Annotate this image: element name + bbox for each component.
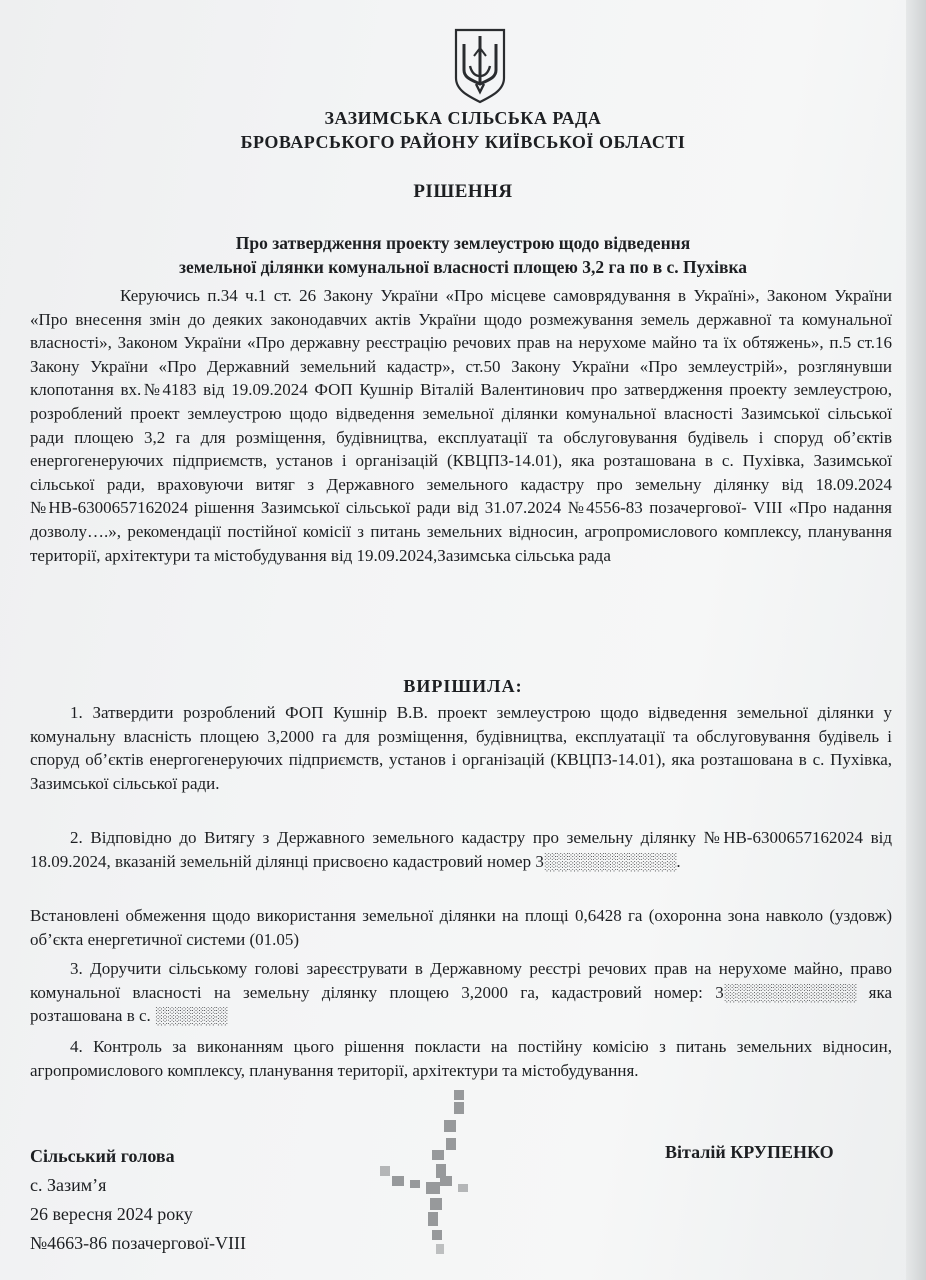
decision-item-2: 2. Відповідно до Витягу з Державного земельного кадастру про земельну ділянку №НВ-6300657162024 від 18.09.2024, вказаній земельній ділянці присвоєно кадастровий номер 3░░░░░░░░░░░. (30, 828, 892, 871)
coat-of-arms-trident-icon (452, 26, 508, 104)
subject-line-2: земельної ділянки комунальної власності площею 3,2 га по в с. Пухівка (178, 257, 748, 277)
document-type: РІШЕННЯ (413, 181, 513, 202)
issue-place: с. Зазим’я (30, 1175, 107, 1195)
preamble-paragraph: Керуючись п.34 ч.1 ст. 26 Закону України «Про місцеве самоврядування в Україні», Законом України «Про внесення змін до деяких законодавчих актів України щодо розмежування земель державної та комунальної власності», Законом України «Про державну реєстрацію речових прав на нерухоме майно та їх обтяжень», п.5 ст.16 Закону України «Про Державний земельний кадастр», ст.50 Закону України «Про землеустрій», розглянувши клопотання вх.№4183 від 19.09.2024 ФОП Кушнір Віталій Валентинович про затвердження проекту землеустрою, розроблений проект землеустрою щодо відведення земельної ділянки комунальної власності Зазимської сільської ради площею 3,2 га для розміщення, будівництва, експлуатації та обслуговування будівель і споруд об’єктів енергогенеруючих підприємств, установ і організацій (КВЦПЗ-14.01), яка розташована в с. Пухівка, Зазимської сільської ради, враховуючи витяг з Державного земельного кадастру про земельну ділянку від 18.09.2024 №НВ-6300657162024 рішення Зазимської сільської ради від 31.07.2024 №4556-83 позачергової- VIII «Про надання дозволу….», рекомендації постійної комісії з питань земельних відносин, агропромислового комплексу, планування території, архітектури та містобудування від 19.09.2024,Зазимська сільська рада (30, 286, 892, 565)
signature-block (30, 1142, 246, 1258)
district-name: БРОВАРСЬКОГО РАЙОНУ КИЇВСЬКОЇ ОБЛАСТІ (240, 132, 686, 152)
handwritten-signature-blurred (370, 1080, 500, 1270)
signer-position: Сільський голова (30, 1146, 175, 1166)
signer-name: Віталій КРУПЕНКО (665, 1142, 834, 1162)
decision-item-4: 4. Контроль за виконанням цього рішення покласти на постійну комісію з питань земельних відносин, агропромислового комплексу, планування території, архітектури та містобудування. (30, 1037, 892, 1080)
council-name: ЗАЗИМСЬКА СІЛЬСЬКА РАДА (324, 108, 602, 128)
decision-heading: ВИРІШИЛА: (403, 676, 523, 696)
decision-number: №4663-86 позачергової-VIII (30, 1233, 247, 1253)
decision-item-2-restrictions: Встановлені обмеження щодо використання земельної ділянки на площі 0,6428 га (охоронна зона навколо (уздовж) об’єкта енергетичної системи (01.05) (30, 906, 892, 949)
decision-item-3: 3. Доручити сільському голові зареєструвати в Державному реєстрі речових прав на нерухоме майно, право комунальної власності на земельну ділянку площею 3,2000 га, кадастровий номер: 3░░░░░░░░░░░ яка розташована в с. ░░░░░░ (30, 959, 892, 1026)
decision-item-1: 1. Затвердити розроблений ФОП Кушнір В.В. проект землеустрою щодо відведення земельної ділянки у комунальну власність площею 3,2000 га для розміщення, будівництва, експлуатації та обслуговування будівель і споруд об’єктів енергогенеруючих підприємств, установ і організацій (КВЦПЗ-14.01), яка розташована в с. Пухівка, Зазимської сільської ради. (30, 703, 892, 793)
issue-date: 26 вересня 2024 року (30, 1204, 193, 1224)
subject-line-1: Про затвердження проекту землеустрою щодо відведення (235, 233, 691, 253)
